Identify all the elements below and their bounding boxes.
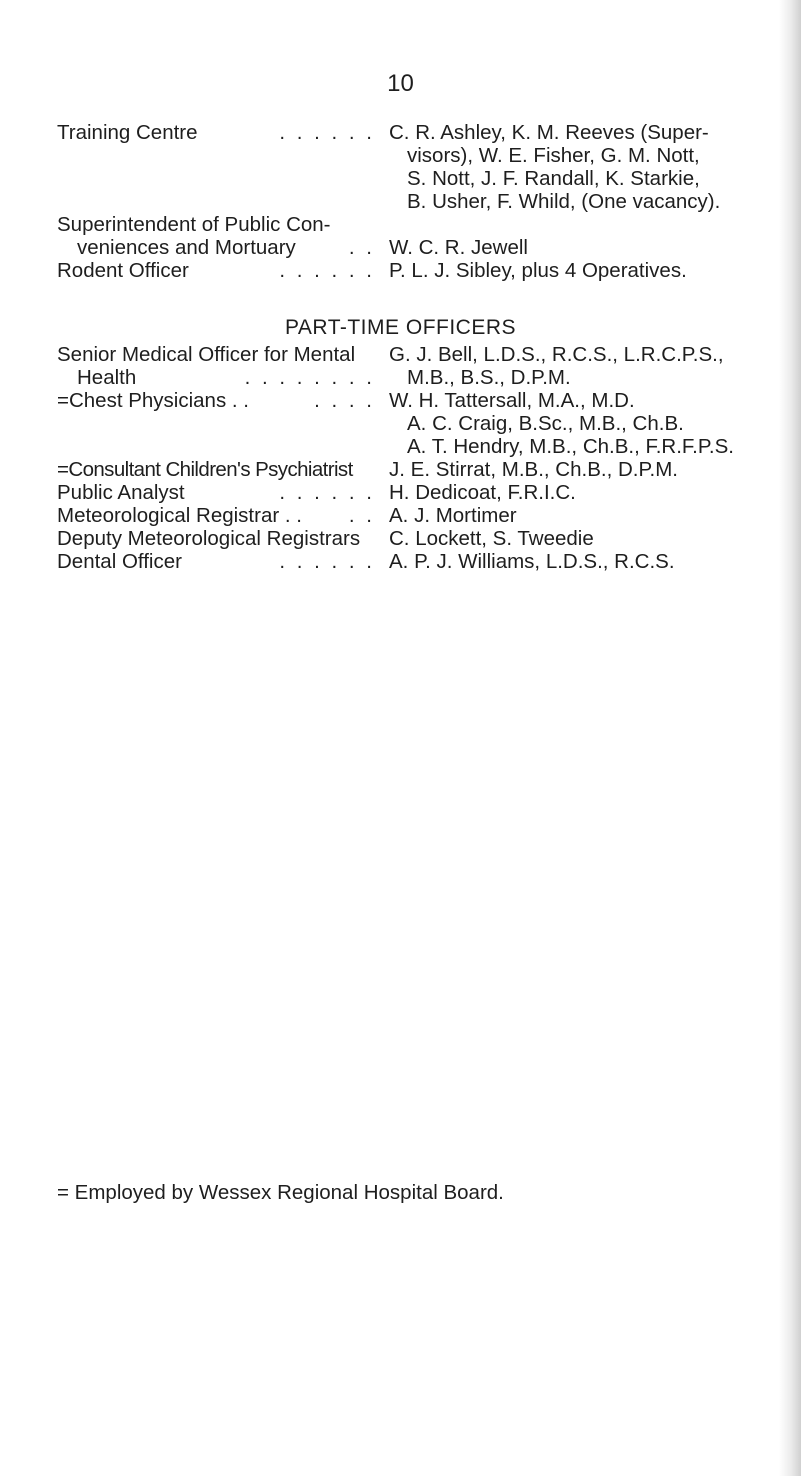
name-line: W. C. R. Jewell [389,236,528,259]
role [57,259,375,282]
role-line: Superintendent of Public Con- [57,213,331,236]
name-line: C. R. Ashley, K. M. Reeves (Super- [389,121,709,144]
names [389,481,801,504]
name-line: W. H. Tattersall, M.A., M.D. [389,389,635,412]
name-line: visors), W. E. Fisher, G. M. Nott, [407,144,700,167]
role-line: Rodent Officer [57,259,189,282]
name-line: A. J. Mortimer [389,504,517,527]
role [57,481,375,504]
role [57,121,375,144]
name-line: A. P. J. Williams, L.D.S., R.C.S. [389,550,675,573]
role [57,458,375,481]
names [389,236,801,259]
dot-leader: . . . . . . [279,121,375,144]
page-edge-shadow [779,0,801,1476]
name-line: A. T. Hendry, M.B., Ch.B., F.R.F.P.S. [407,435,734,458]
name-line: A. C. Craig, B.Sc., M.B., Ch.B. [407,412,684,435]
names [389,550,801,573]
dot-leader: . . . . . . [279,259,375,282]
names [389,504,801,527]
names [389,259,801,282]
role-line: Health [77,366,137,389]
role [57,343,375,389]
role-line: Dental Officer [57,550,182,573]
role-line: Public Analyst [57,481,185,504]
dot-leader: . . . . . . [279,481,375,504]
dot-leader: . . [348,236,375,259]
names [389,527,801,550]
names [389,121,801,213]
role-line: Training Centre [57,121,198,144]
page-number: 10 [387,70,414,97]
dot-leader: . . [348,504,375,527]
role-line: =Consultant Children's Psychiatrist [57,458,353,481]
part-time-officers-heading: PART-TIME OFFICERS [284,316,517,339]
role [57,389,375,412]
role [57,527,375,550]
name-line: G. J. Bell, L.D.S., R.C.S., L.R.C.P.S., [389,343,724,366]
role-line: veniences and Mortuary [77,236,296,259]
names [389,343,801,389]
role-line: Meteorological Registrar . . [57,504,302,527]
role [57,213,375,259]
dot-leader: . . . . . . . . [244,366,375,389]
dot-leader: . . . . [314,389,375,412]
name-line: S. Nott, J. F. Randall, K. Starkie, [407,167,700,190]
name-line: M.B., B.S., D.P.M. [407,366,571,389]
footnote: = Employed by Wessex Regional Hospital Board. [57,1181,504,1204]
role [57,504,375,527]
names [389,458,801,481]
role-line: Senior Medical Officer for Mental [57,343,356,366]
role-line: Deputy Meteorological Registrars [57,527,361,550]
dot-leader: . . . . . . [279,550,375,573]
role-line: =Chest Physicians . . [57,389,249,412]
name-line: P. L. J. Sibley, plus 4 Operatives. [389,259,687,282]
name-line: J. E. Stirrat, M.B., Ch.B., D.P.M. [389,458,678,481]
name-line: B. Usher, F. Whild, (One vacancy). [407,190,721,213]
name-line: H. Dedicoat, F.R.I.C. [389,481,576,504]
names [389,389,801,458]
role [57,550,375,573]
name-line: C. Lockett, S. Tweedie [389,527,594,550]
